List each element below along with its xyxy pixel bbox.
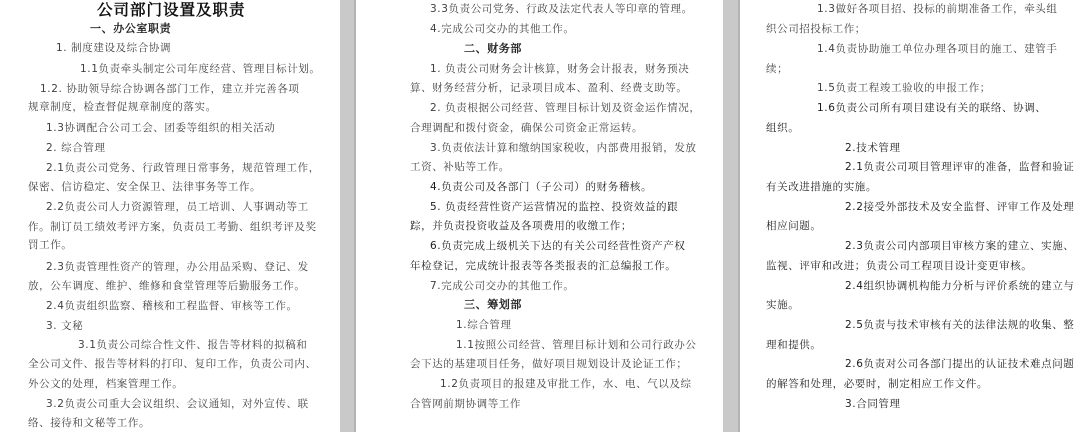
text-line: 6.负责完成上级机关下达的有关公司经营性资产产权 (430, 240, 686, 252)
text-line: 1.6负责公司所有项目建设有关的联络、协调、 (817, 102, 1047, 114)
text-line: 2. 负责根据公司经营、管理目标计划及资金运作情况， (430, 102, 701, 114)
text-line: 1.2负责项目的报建及审批工作，水、电、气以及综 (440, 378, 692, 390)
text-line: 1.综合管理 (456, 319, 512, 331)
text-line: 放，公车调度、维护、维修和食堂管理等后勤服务工作。 (28, 280, 306, 292)
text-line: 2.技术管理 (845, 142, 901, 154)
text-line: 2.3负责管理性资产的管理，办公用品采购、登记、发 (46, 261, 309, 273)
text-line: 实施。 (766, 299, 800, 311)
text-line: 相应问题。 (766, 220, 822, 232)
page-divider (354, 0, 356, 432)
text-line: 1.3协调配合公司工会、团委等组织的相关活动 (46, 122, 276, 134)
text-line: 1.2. 协助领导综合协调各部门工作，建立并完善各项 (40, 83, 300, 95)
page-divider (738, 0, 740, 432)
text-line: 2.4组织协调机构能力分析与评价系统的建立与 (845, 280, 1075, 292)
text-line: 4.完成公司交办的其他工作。 (430, 23, 575, 35)
section-heading: 二、财务部 (464, 42, 522, 55)
text-line: 7.完成公司交办的其他工作。 (430, 280, 575, 292)
text-line: 1. 负责公司财务会计核算，财务会计报表，财务预决 (430, 63, 690, 75)
text-line: 合理调配和拨付资金，确保公司资金正常运转。 (410, 122, 644, 134)
text-line: 规章制度，检查督促规章制度的落实。 (28, 101, 217, 113)
text-line: 1.1按照公司经营、管理目标计划和公司行政办公 (456, 339, 697, 351)
text-line: 作。制订员工绩效考评方案，负责员工考勤、组织考评及奖 (28, 221, 317, 233)
text-line: 算、财务经营分析，记录项目成本、盈利、经费支助等。 (410, 82, 688, 94)
text-line: 络、接待和文秘等工作。 (28, 417, 151, 429)
text-line: 1.4负责协助施工单位办理各项目的施工、建管手 (817, 43, 1058, 55)
section-heading: 三、筹划部 (464, 298, 522, 311)
text-line: 理和提供。 (766, 339, 822, 351)
text-line: 4.负责公司及各部门（子公司）的财务稽核。 (430, 181, 653, 193)
text-line: 织公司招投标工作； (766, 23, 866, 35)
text-line: 监视、评审和改进；负责公司工程项目设计变更审核。 (766, 260, 1033, 272)
section-heading: 一、办公室职责 (90, 22, 172, 35)
text-line: 1.3做好各项目招、投标的前期准备工作，牵头组 (817, 3, 1058, 15)
document-page-3 (740, 0, 1080, 432)
text-line: 踪，并负责投资收益及各项费用的收缴工作； (410, 220, 632, 232)
text-line: 1.1负责牵头制定公司年度经营、管理目标计划。 (80, 63, 321, 75)
text-line: 工资、补贴等工作。 (410, 161, 510, 173)
text-line: 3.3负责公司党务、行政及法定代表人等印章的管理。 (430, 3, 693, 15)
text-line: 会下达的基建项目任务，做好项目规划设计及论证工作； (410, 358, 688, 370)
text-line: 2.5负责与技术审核有关的法律法规的收集、整 (845, 319, 1075, 331)
document-page-1 (0, 0, 340, 432)
text-line: 2. 综合管理 (46, 142, 106, 154)
text-line: 外公文的处理，档案管理工作。 (28, 378, 184, 390)
text-line: 1. 制度建设及综合协调 (56, 42, 172, 54)
text-line: 有关改进措施的实施。 (766, 181, 877, 193)
document-page-2 (356, 0, 723, 432)
text-line: 2.1负责公司项目管理评审的准备，监督和验证 (845, 161, 1075, 173)
text-line: 年检登记，完成统计报表等各类报表的汇总编报工作。 (410, 260, 677, 272)
text-line: 合管网前期协调等工作 (410, 398, 521, 410)
text-line: 3. 文秘 (46, 320, 84, 332)
text-line: 全公司文件、报告等材料的打印、复印工作，负责公司内、 (28, 358, 317, 370)
text-line: 2.6负责对公司各部门提出的认证技术难点问题 (845, 358, 1075, 370)
text-line: 2.3负责公司内部项目审核方案的建立、实施、 (845, 240, 1075, 252)
text-line: 2.4负责组织监察、稽核和工程监督、审核等工作。 (46, 300, 298, 312)
document-title: 公司部门设置及职责 (97, 1, 246, 19)
text-line: 组织。 (766, 122, 800, 134)
text-line: 保密、信访稳定、安全保卫、法律事务等工作。 (28, 181, 262, 193)
text-line: 3.合同管理 (845, 398, 901, 410)
text-line: 1.5负责工程竣工验收的申报工作； (817, 82, 991, 94)
text-line: 5. 负责经营性资产运营情况的监控、投资效益的跟 (430, 201, 679, 213)
text-line: 的解答和处理，必要时，制定相应工作文件。 (766, 378, 988, 390)
text-line: 3.负责依法计算和缴纳国家税收，内部费用报销，发放 (430, 142, 697, 154)
text-line: 罚工作。 (28, 239, 73, 251)
text-line: 2.2接受外部技术及安全监督、评审工作及处理 (845, 201, 1075, 213)
text-line: 2.2负责公司人力资源管理，员工培训、人事调动等工 (46, 201, 309, 213)
text-line: 3.1负责公司综合性文件、报告等材料的拟稿和 (78, 339, 308, 351)
text-line: 续； (766, 63, 789, 75)
text-line: 2.1负责公司党务、行政管理日常事务，规范管理工作， (46, 162, 320, 174)
text-line: 3.2负责公司重大会议组织、会议通知，对外宣传、联 (46, 398, 309, 410)
